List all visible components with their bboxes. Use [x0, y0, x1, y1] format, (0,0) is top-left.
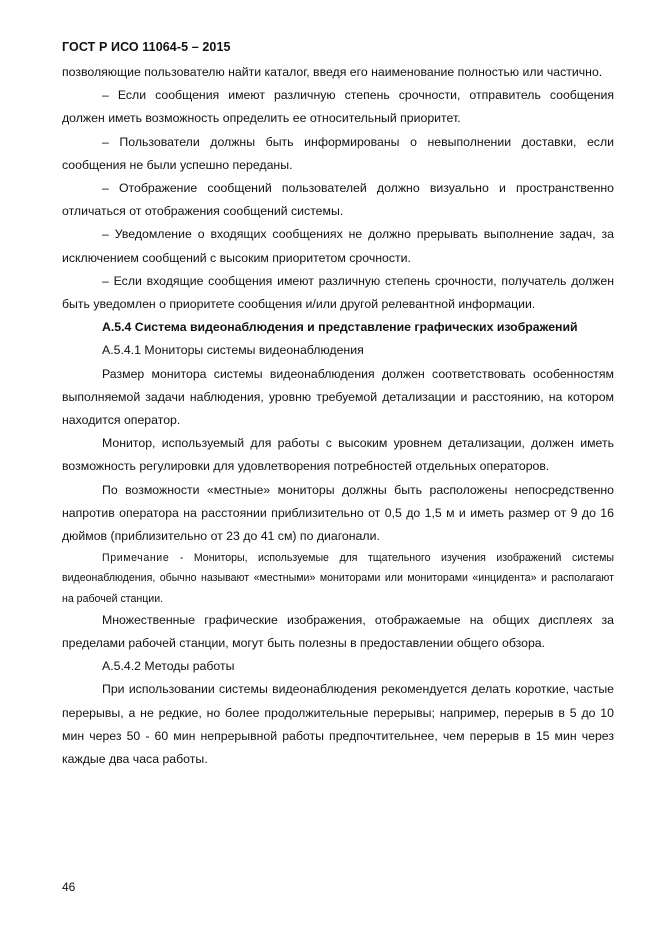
note-label: Примечание — [102, 552, 170, 565]
page-number: 46 — [62, 880, 76, 894]
paragraph-urgency-sender: – Если сообщения имеют различную степень срочности, отправитель сообщения должен иметь возможность определить ее относительный приоритет. — [62, 88, 614, 126]
document-body — [62, 61, 614, 771]
subsection-heading-a542: А.5.4.2 Методы работы — [102, 659, 235, 674]
paragraph-work-breaks: При использовании системы видеонаблюдения рекомендуется делать короткие, частые перерывы, а не редкие, но более продолжительные перерывы; например, перерыв в 5 до 10 мин через 50 - 60 мин непрерывной работы предпочтительнее, чем перерыв в 15 мин через каждые два часа работы. — [62, 682, 614, 767]
paragraph-incoming-notification: – Уведомление о входящих сообщениях не должно прерывать выполнение задач, за исключением сообщений с высоким приоритетом срочности. — [62, 227, 614, 265]
paragraph-urgency-recipient: – Если входящие сообщения имеют различную степень срочности, получатель должен быть уведомлен о приоритете сообщения и/или другой релевантной информации. — [62, 273, 614, 312]
paragraph-delivery-failure: – Пользователи должны быть информированы о невыполнении доставки, если сообщения не были успешно переданы. — [62, 134, 614, 172]
paragraph-message-display: – Отображение сообщений пользователей должно визуально и пространственно отличаться от отображения сообщений системы. — [62, 181, 614, 219]
section-heading-a54: А.5.4 Система видеонаблюдения и представление графических изображений — [102, 320, 578, 335]
paragraph-shared-displays: Множественные графические изображения, отображаемые на общих дисплеях за пределами рабочей станции, могут быть полезны в предоставлении общего обзора. — [62, 612, 614, 651]
document-header: ГОСТ Р ИСО 11064-5 – 2015 — [62, 40, 231, 54]
paragraph-catalog-search: позволяющие пользователю найти каталог, введя его наименование полностью или частично. — [62, 65, 603, 79]
note — [62, 548, 614, 609]
paragraph-monitor-adjustment: Монитор, используемый для работы с высоким уровнем детализации, должен иметь возможность регулировки для удовлетворения потребностей отдельных операторов. — [62, 436, 614, 474]
note-text: - Мониторы, используемые для тщательного изучения изображений системы видеонаблюдения, обычно называют «местными» мониторами или мониторами «инцидента» и располагают на рабочей станции. — [62, 552, 614, 605]
subsection-heading-a541: А.5.4.1 Мониторы системы видеонаблюдения — [102, 343, 364, 358]
paragraph-local-monitors: По возможности «местные» мониторы должны быть расположены непосредственно напротив оператора на расстоянии приблизительно от 0,5 до 1,5 м и иметь размер от 9 до 16 дюймов (приблизительно от 23 до 41 см) по диагонали. — [62, 482, 614, 544]
paragraph-monitor-size: Размер монитора системы видеонаблюдения должен соответствовать особенностям выполняемой задачи наблюдения, уровню требуемой детализации и расстоянию, на котором находится оператор. — [62, 366, 614, 428]
